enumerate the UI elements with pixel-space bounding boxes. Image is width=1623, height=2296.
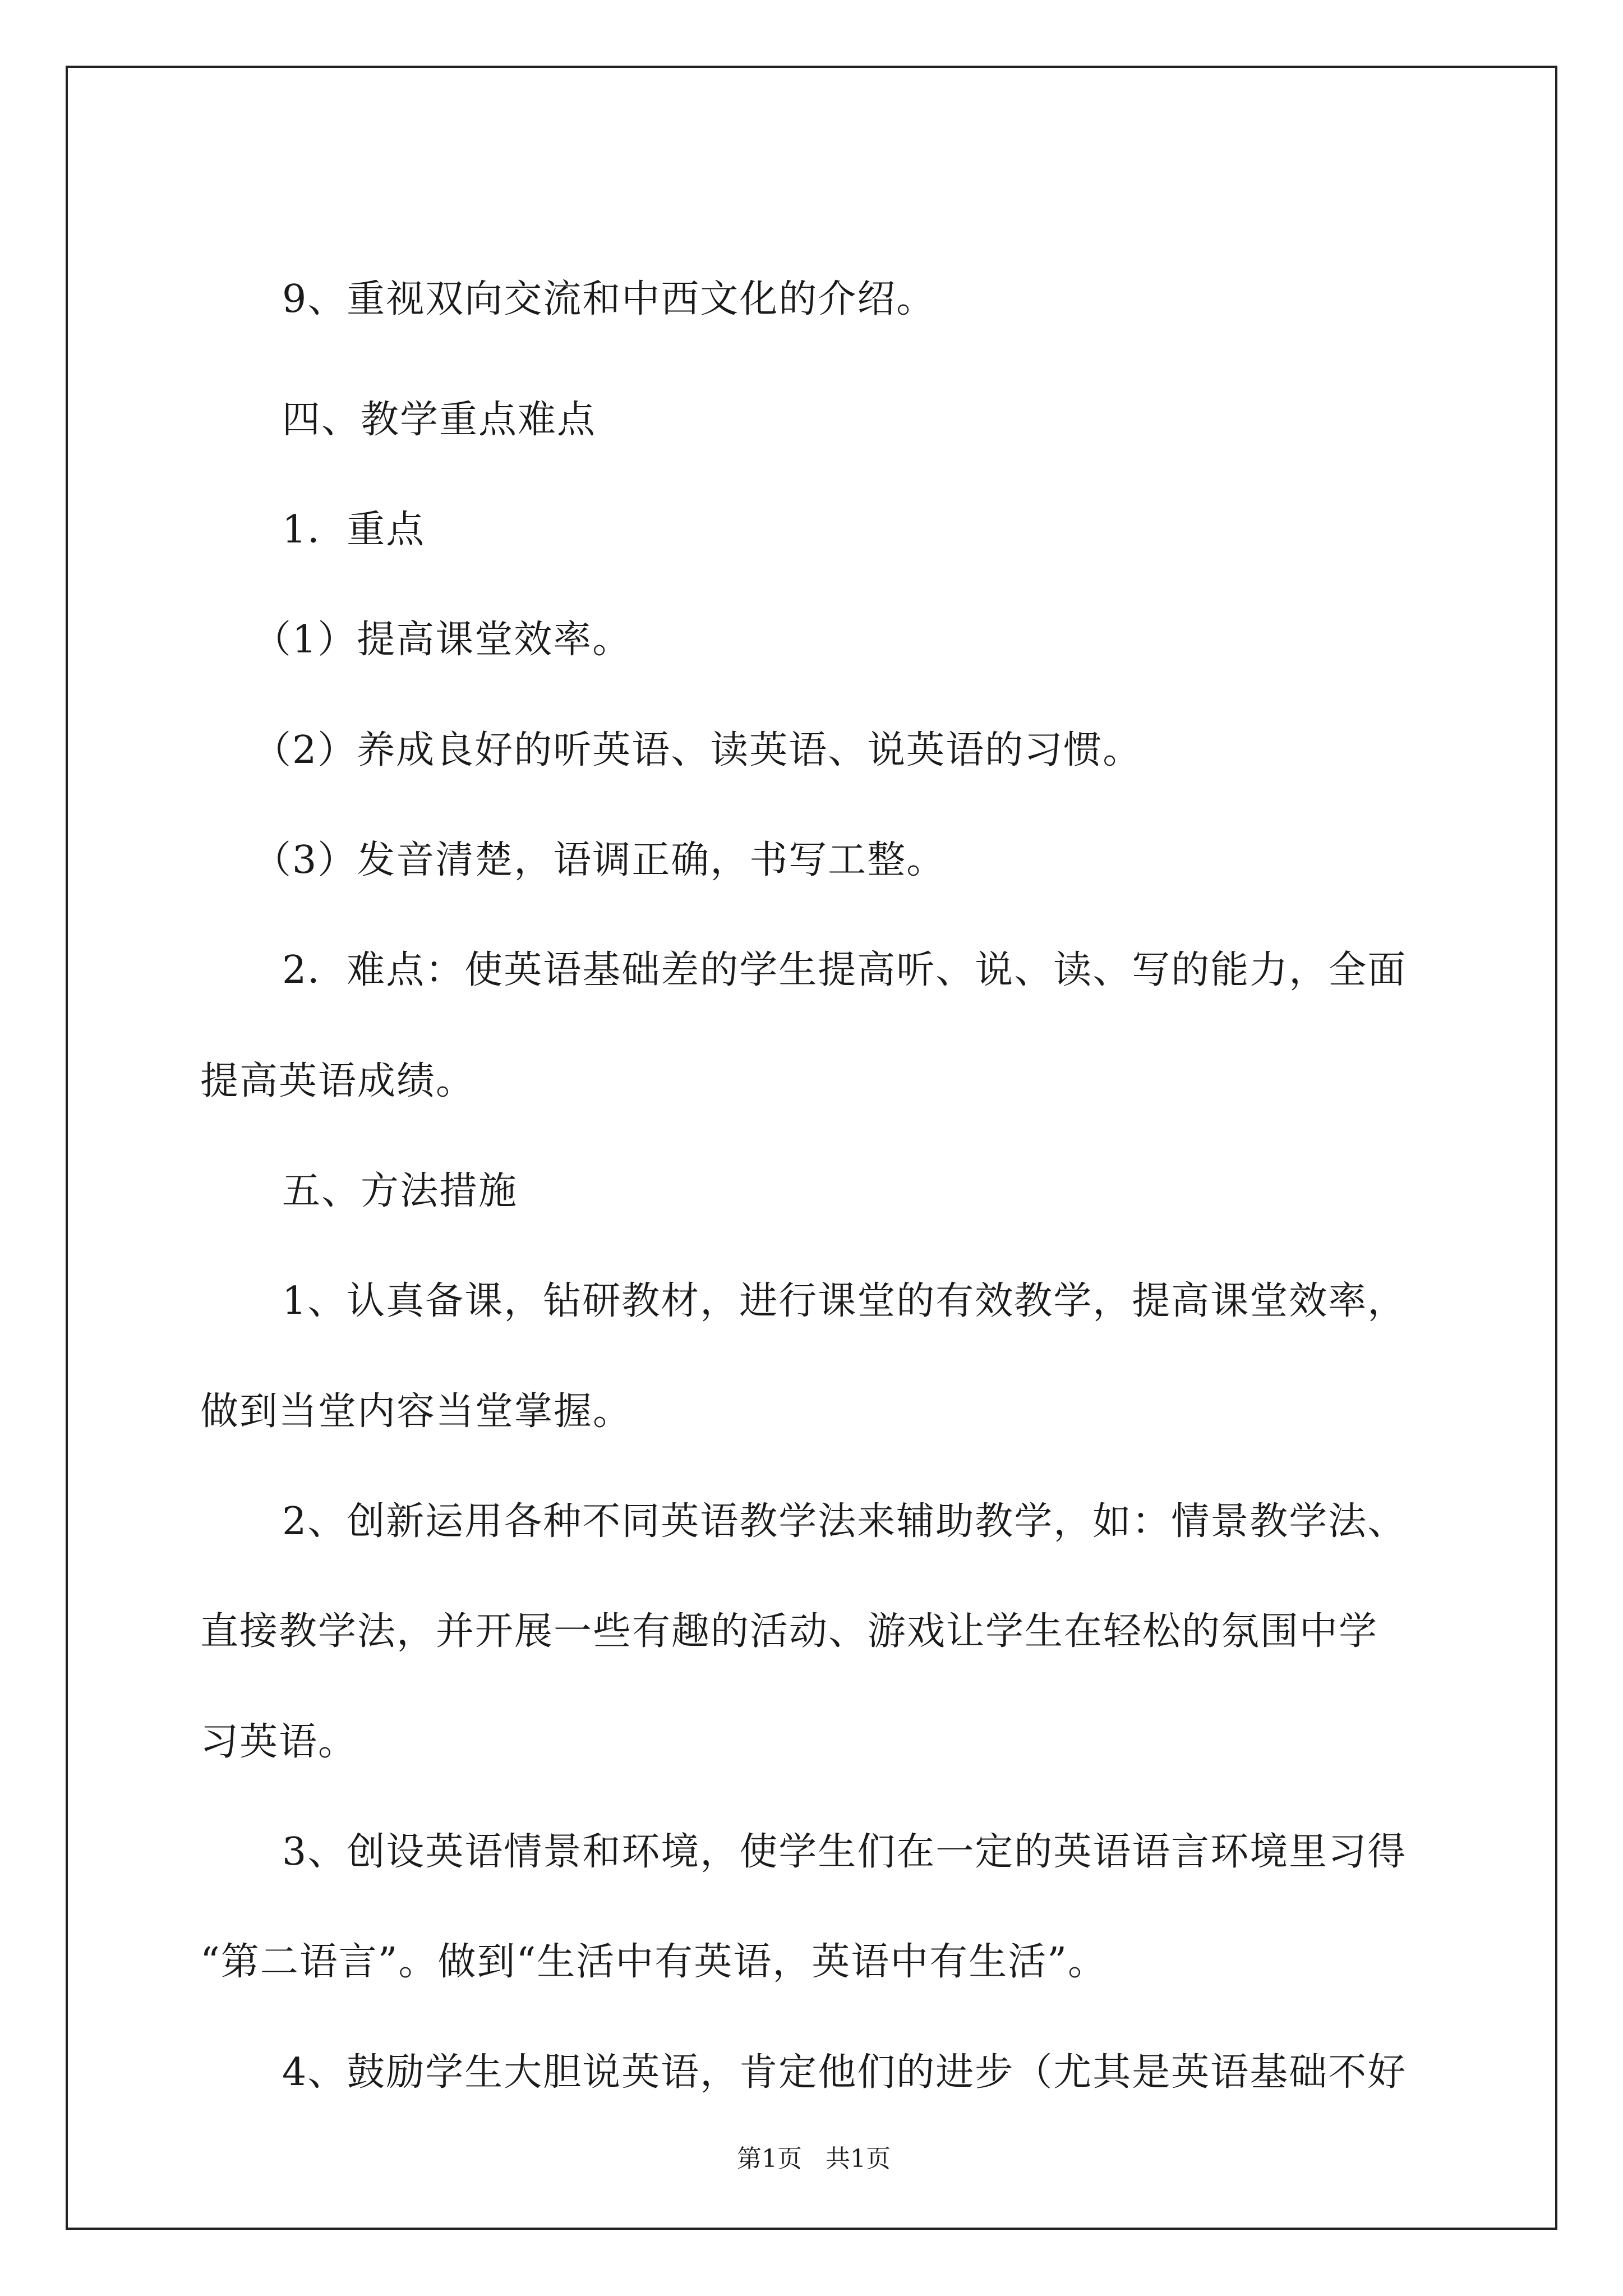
page-frame <box>66 66 1557 2230</box>
paragraph-line: 直接教学法，并开展一些有趣的活动、游戏让学生在轻松的氛围中学 <box>200 1609 1378 1654</box>
paragraph-line: “第二语言”。做到“生活中有英语，英语中有生活”。 <box>200 1940 1108 1984</box>
paragraph-line: 2．难点：使英语基础差的学生提高听、说、读、写的能力，全面 <box>282 948 1407 992</box>
paragraph-line: 3、创设英语情景和环境，使学生们在一定的英语语言环境里习得 <box>282 1830 1407 1874</box>
text-line: 9、重视双向交流和中西文化的介绍。 <box>282 277 936 321</box>
list-item: （2）养成良好的听英语、读英语、说英语的习惯。 <box>253 728 1142 772</box>
list-item: （3）发音清楚，语调正确，书写工整。 <box>253 838 946 882</box>
paragraph-line: 4、鼓励学生大胆说英语，肯定他们的进步（尤其是英语基础不好 <box>282 2050 1407 2095</box>
section-heading: 五、方法措施 <box>282 1169 518 1213</box>
list-item: （1）提高课堂效率。 <box>253 618 632 662</box>
paragraph-line: 习英语。 <box>200 1720 358 1764</box>
subheading: 1．重点 <box>282 508 426 552</box>
paragraph-line: 提高英语成绩。 <box>200 1059 476 1103</box>
paragraph-line: 1、认真备课，钻研教材，进行课堂的有效教学，提高课堂效率， <box>282 1279 1407 1323</box>
section-heading: 四、教学重点难点 <box>282 398 597 442</box>
paragraph-line: 做到当堂内容当堂掌握。 <box>200 1389 633 1434</box>
paragraph-line: 2、创新运用各种不同英语教学法来辅助教学，如：情景教学法、 <box>282 1499 1407 1544</box>
page-number-footer: 第1页 共1页 <box>737 2145 891 2173</box>
